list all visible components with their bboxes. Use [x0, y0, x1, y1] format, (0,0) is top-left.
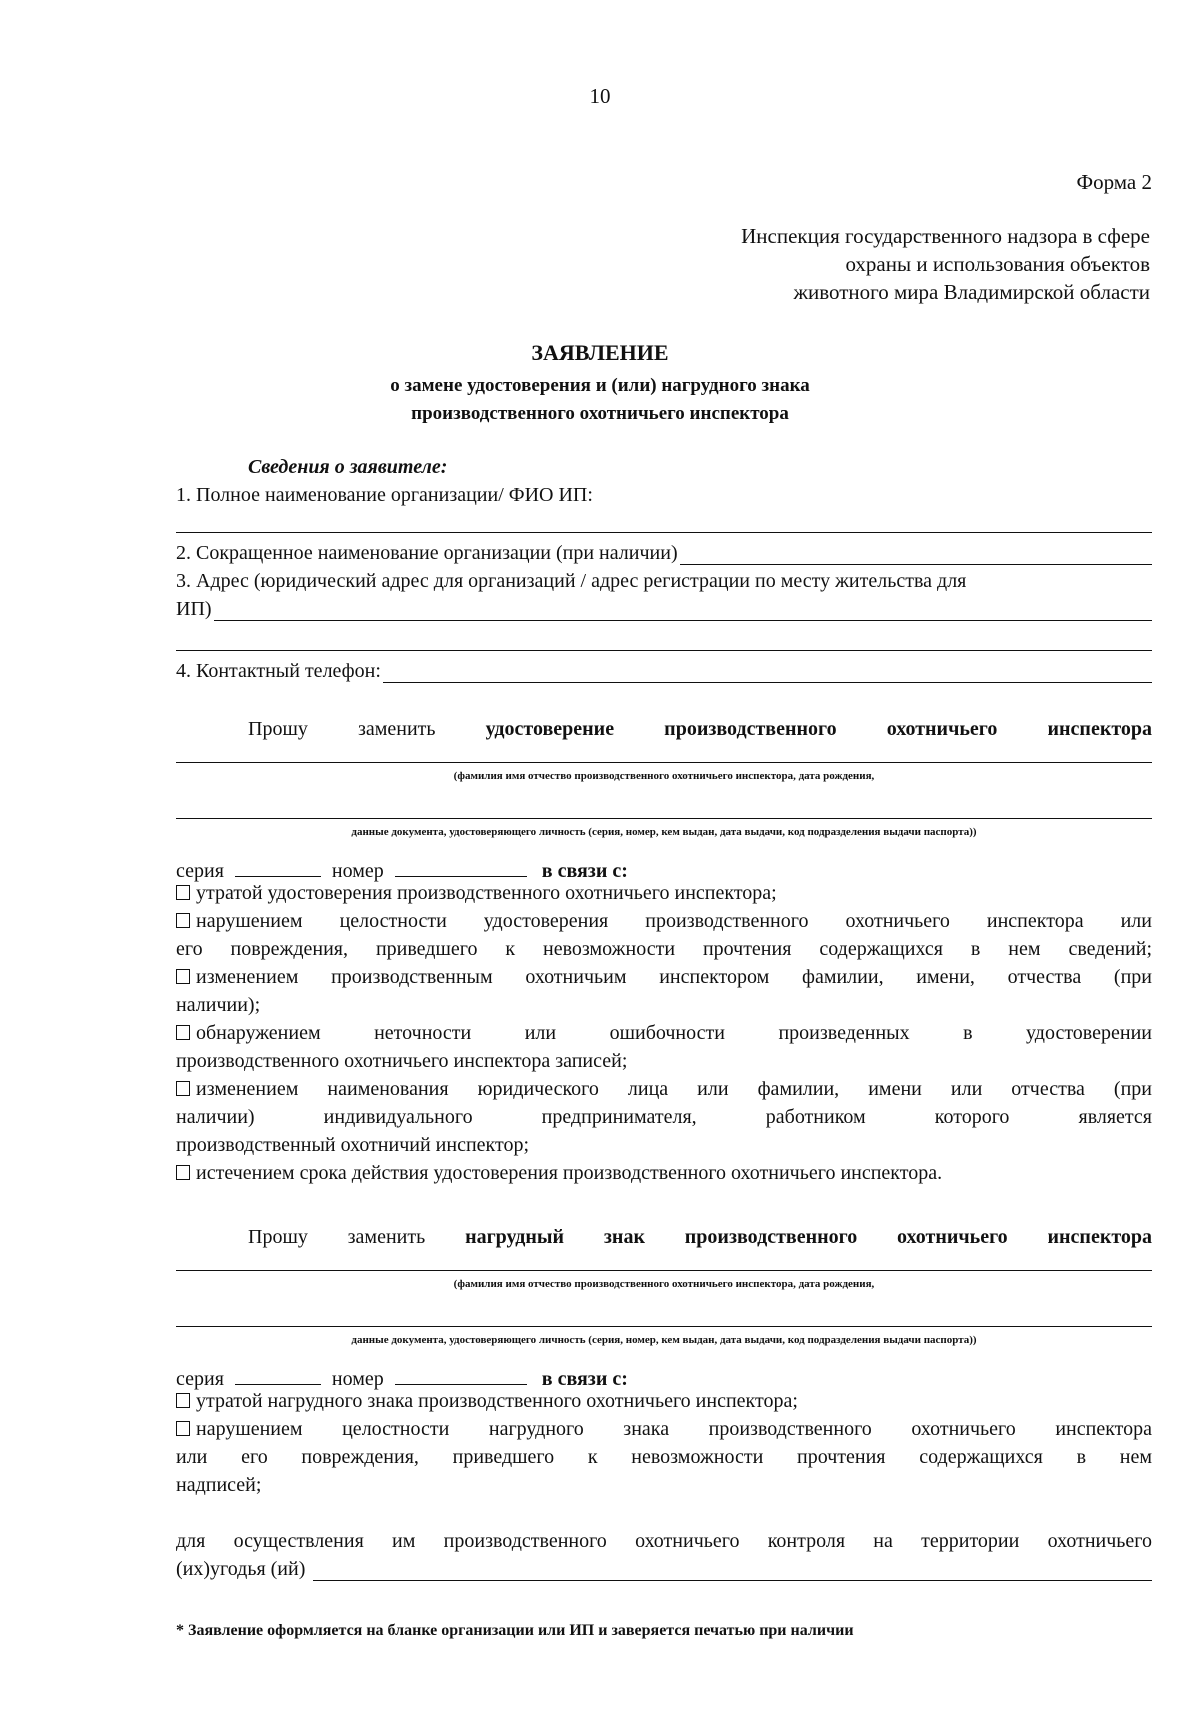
addressee-block [741, 222, 1150, 306]
applicant-full-name-field[interactable] [176, 532, 1152, 533]
badge-inspector-data-field[interactable] [176, 1270, 1152, 1271]
addressee-line: охраны и использования объектов [845, 252, 1150, 276]
hunting-ground-field[interactable] [313, 1558, 1152, 1581]
addressee-line: Инспекция государственного надзора в сфере [741, 224, 1150, 248]
hunting-ground-row [176, 1558, 1152, 1581]
badge-inspector-data-caption: (фамилия имя отчество производственного охотничьего инспектора, дата рождения, [453, 1278, 875, 1290]
number-field[interactable] [395, 1362, 527, 1385]
phone-field[interactable] [383, 660, 1152, 683]
badge-identity-document-caption: данные документа, удостоверяющего личность (серия, номер, кем выдан, дата выдачи, код подразделения выдачи паспорта)) [351, 1334, 977, 1346]
reason-option[interactable]: нарушением целостности удостоверения производственного охотничьего инспектора или [176, 910, 1152, 933]
checkbox[interactable] [176, 885, 190, 900]
number-field[interactable] [395, 854, 527, 877]
checkbox[interactable] [176, 969, 190, 984]
reason-option-cont: производственного охотничьего инспектора записей; [176, 1050, 628, 1072]
subtitle-line: о замене удостоверения и (или) нагрудного знака [390, 375, 810, 396]
hunting-ground-label: (их)угодья (ий) [176, 1558, 306, 1580]
certificate-request [248, 718, 1152, 741]
checkbox[interactable] [176, 1393, 190, 1408]
reason-option[interactable]: обнаружением неточности или ошибочности произведенных в удостоверении [176, 1022, 1152, 1045]
badge-series-number-row [176, 1362, 628, 1391]
form-label: Форма 2 [1076, 170, 1152, 194]
reason-option-cont: наличии) индивидуального предпринимателя, работником которого является [176, 1106, 1152, 1128]
checkbox[interactable] [176, 1421, 190, 1436]
badge-reason-option[interactable]: нарушением целостности нагрудного знака производственного охотничьего инспектора [176, 1418, 1152, 1441]
reason-option[interactable]: изменением наименования юридического лица или фамилии, имени или отчества (при [176, 1078, 1152, 1101]
checkbox[interactable] [176, 1025, 190, 1040]
request-prefix: Прошу заменить [248, 1226, 426, 1248]
number-label: номер [331, 1368, 384, 1390]
short-name-label: 2. Сокращенное наименование организации (при наличии) [176, 542, 678, 564]
address-field[interactable] [214, 598, 1152, 621]
page-number: 10 [589, 84, 611, 108]
certificate-series-number-row [176, 854, 628, 883]
badge-reason-option-cont: или его повреждения, приведшего к невозможности прочтения содержащихся в нем [176, 1446, 1152, 1468]
request-object: удостоверение производственного охотничьего инспектора [485, 718, 1153, 740]
identity-document-caption: данные документа, удостоверяющего личность (серия, номер, кем выдан, дата выдачи, код подразделения выдачи паспорта)) [351, 826, 977, 838]
request-object: нагрудный знак производственного охотничьего инспектора [465, 1226, 1153, 1248]
series-label: серия [176, 860, 224, 882]
badge-identity-document-field[interactable] [176, 1326, 1152, 1327]
inspector-data-caption: (фамилия имя отчество производственного охотничьего инспектора, дата рождения, [453, 770, 875, 782]
request-prefix: Прошу заменить [248, 718, 436, 740]
reason-option[interactable]: утратой удостоверения производственного охотничьего инспектора; [176, 882, 777, 905]
series-label: серия [176, 1368, 224, 1390]
short-name-row [176, 542, 1152, 565]
checkbox[interactable] [176, 1165, 190, 1180]
short-name-field[interactable] [680, 542, 1152, 565]
subtitle-line: производственного охотничьего инспектора [411, 403, 789, 424]
reason-option-cont: его повреждения, приведшего к невозможности прочтения содержащихся в нем сведений; [176, 938, 1152, 960]
number-label: номер [331, 860, 384, 882]
reason-option-cont: наличии); [176, 994, 261, 1016]
address-field-extra-line[interactable] [176, 650, 1152, 651]
address-label: 3. Адрес (юридический адрес для организаций / адрес регистрации по месту жительства для [176, 570, 967, 592]
phone-label: 4. Контактный телефон: [176, 660, 381, 682]
address-row [176, 598, 1152, 621]
checkbox[interactable] [176, 1081, 190, 1096]
identity-document-field[interactable] [176, 818, 1152, 819]
badge-request [248, 1226, 1152, 1249]
document-title: ЗАЯВЛЕНИЕ [531, 340, 669, 365]
series-field[interactable] [235, 854, 321, 877]
badge-reason-option-cont: надписей; [176, 1474, 262, 1496]
reason-option[interactable]: изменением производственным охотничьим инспектором фамилии, имени, отчества (при [176, 966, 1152, 989]
reason-label: в связи с: [541, 1368, 628, 1390]
checkbox[interactable] [176, 913, 190, 928]
reason-option-cont: производственный охотничий инспектор; [176, 1134, 530, 1156]
document-subtitle [300, 372, 900, 428]
reason-label: в связи с: [541, 860, 628, 882]
applicant-full-name-label: 1. Полное наименование организации/ ФИО ИП: [176, 484, 593, 506]
addressee-line: животного мира Владимирской области [793, 280, 1150, 304]
purpose-text: для осуществления им производственного охотничьего контроля на территории охотничьего [176, 1530, 1152, 1552]
reason-option[interactable]: истечением срока действия удостоверения производственного охотничьего инспектора. [176, 1162, 942, 1185]
series-field[interactable] [235, 1362, 321, 1385]
inspector-data-field[interactable] [176, 762, 1152, 763]
phone-row [176, 660, 1152, 683]
footnote: * Заявление оформляется на бланке организации или ИП и заверяется печатью при наличии [176, 1622, 854, 1639]
address-label-cont: ИП) [176, 598, 212, 620]
badge-reason-option[interactable]: утратой нагрудного знака производственного охотничьего инспектора; [176, 1390, 798, 1413]
applicant-heading: Сведения о заявителе: [248, 456, 448, 478]
